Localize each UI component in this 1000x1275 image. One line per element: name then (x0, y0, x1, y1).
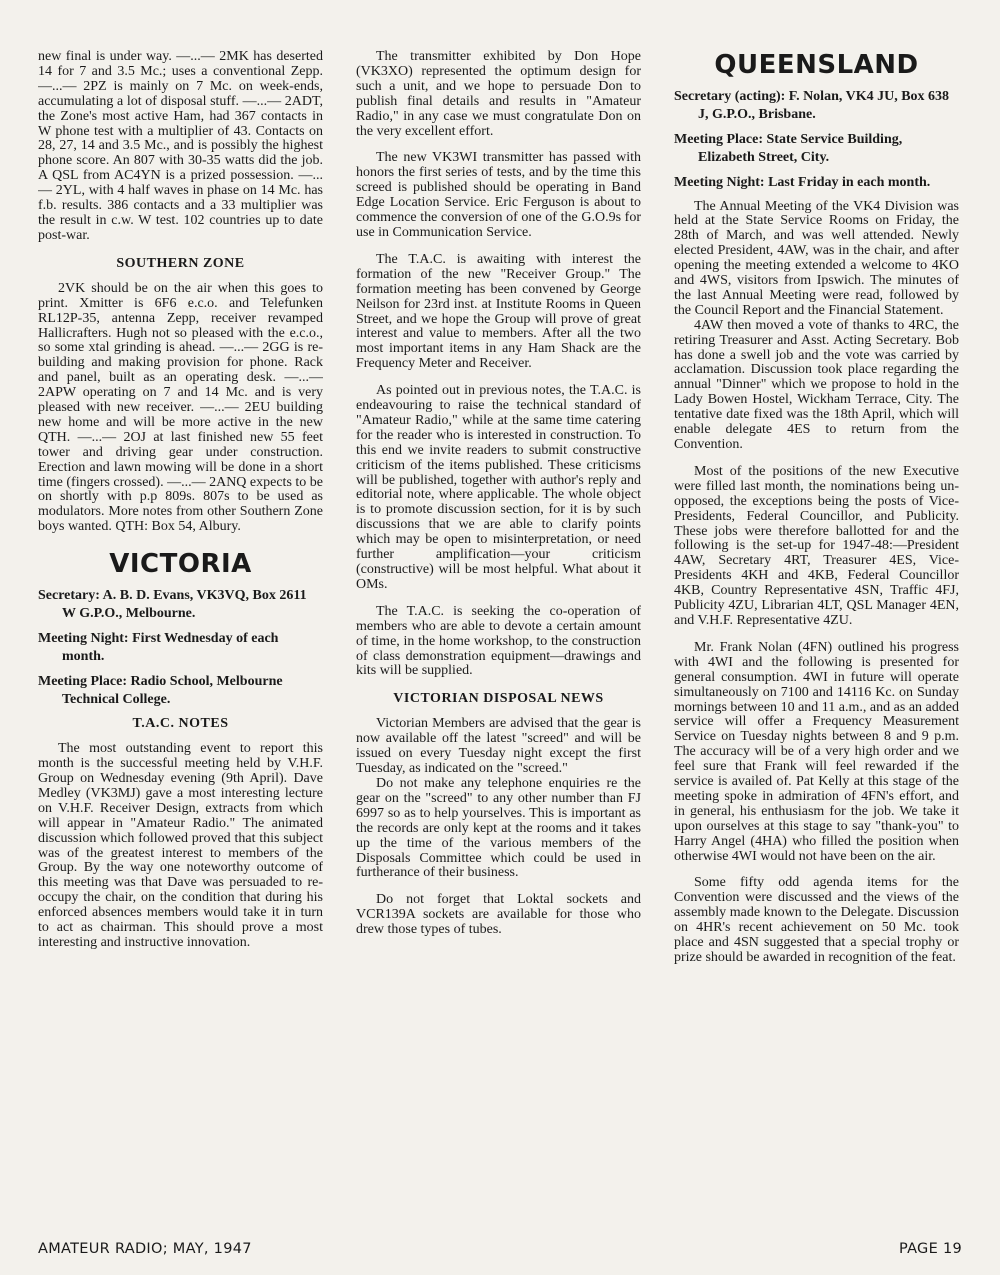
cooperation-paragraph: The T.A.C. is seeking the co-operation of members who are able to devote a certain amount of time, in the home workshop, to the construction of class demonstration equipment—drawings and kits will be supplied. (356, 603, 641, 679)
continued-paragraph: new final is under way. —...— 2MK has deserted 14 for 7 and 3.5 Mc.; uses a conventional Zepp. —...— 2PZ is mainly on 7 Mc. on week-ends, accumulating a lot of disposal stuff. —...— 2ADT, the Zone's most active Ham, had 367 contacts in W phone test with a multiplier of 43. Contacts on 28, 27, 14 and 3.5 Mc., and is possibly the highest phone score. An 807 with 30-35 watts did the job. A QSL from AC4YN is a prized possession. —...— 2YL, with 4 half waves in phase on 14 Mc. has f.b. results. 386 contacts and a 33 multiplier was the result in c.w. W test. 102 countries up to date post-war. (38, 50, 323, 243)
queensland-meeting-place: Meeting Place: State Service Building, Elizabeth Street, City. (674, 132, 903, 165)
queensland-secretary: Secretary (acting): F. Nolan, VK4 JU, Box 638 J, G.P.O., Brisbane. (674, 89, 950, 122)
disposal-news-heading: VICTORIAN DISPOSAL NEWS (393, 691, 604, 707)
queensland-title: QUEENSLAND (714, 50, 919, 80)
southern-zone-paragraph: 2VK should be on the air when this goes to print. Xmitter is 6F6 e.c.o. and Telefunken RL12P-35, antenna Zepp, receiver revamped Hallicrafters. Hugh not so pleased with the e.c.o., so some xtal grinding is ahead. —...— 2GG is re-building and making provision for phone. Rack and panel, built as an operating desk. —...— 2APW operating on 7 and 14 Mc. and is very pleased with new receiver. —...— 2EU building new home and will be more active in the new QTH. —...— 2OJ at last finished new 55 feet tower and driving gear under construction. Erection and lawn mowing will be done in a short time (fingers crossed). —...— 2ANQ expects to be on shortly with p.p 809s. 807s to be used as modulators. More notes from other Southern Zone boys wanted. QTH: Box 54, Albury. (38, 280, 323, 535)
vk3wi-paragraph: The new VK3WI transmitter has passed with honors the first series of tests, and by the time this screed is published should be operating in Band Edge Location Service. Eric Ferguson is about to commence the conversion of one of the G.O.9s for use in Communication Service. (356, 150, 641, 240)
criticism-paragraph: As pointed out in previous notes, the T.A.C. is endeavouring to raise the technical standard of "Amateur Radio," while at the same time catering for the reader who is interested in construction. To this end we invite readers to submit constructive criticism of the items published. These criticisms will be published, together with author's reply and editorial note, where applicable. The whole object is to promote discussion section, for it is by such discussions that we are able to clarify points which may be open to misinterpretation, or need further amplification—your criticism (constructive) will be most helpful. What about it OMs. (356, 383, 641, 592)
tac-notes-paragraph: The most outstanding event to report this month is the successful meeting held by V.H.F. Group on Wednesday evening (9th April). Dave Medley (VK3MJ) gave a most interesting lecture on V.H.F. Receiver Design, extracts from which will appear in "Amateur Radio." The animated discussion which followed proved that this subject was of the greatest interest to members of the Group. By the way one noteworthy outcome of this meeting was that Dave was persuaded to re-occupy the chair, on the condition that during his enforced absences members would take it in turn to act as chairman. This should prove a most interesting and instructive innovation. (38, 741, 323, 950)
column-middle (356, 50, 641, 1200)
victoria-meeting-place: Meeting Place: Radio School, Melbourne Technical College. (38, 674, 283, 707)
southern-zone-heading: SOUTHERN ZONE (116, 255, 245, 271)
disposal-paragraph-2: Do not make any telephone enquiries re the gear on the "screed" to any other number than FJ 6997 so as to help yourselves. This is important as the records are only kept at the rooms and it takes up the time of the various members of the Disposals Committee which could be used in furtherance of their business. (356, 775, 641, 881)
column-right (674, 50, 959, 1200)
page-number: PAGE 19 (898, 1241, 962, 1257)
page-footer (38, 1241, 962, 1263)
queensland-meeting-night: Meeting Night: Last Friday in each month. (674, 175, 931, 190)
disposal-paragraph-3: Do not forget that Loktal sockets and VCR139A sockets are available for those who drew those types of tubes. (356, 892, 641, 938)
transmitter-paragraph: The transmitter exhibited by Don Hope (VK3XO) represented the optimum design for such a unit, and we hope to persuade Don to publish final details and results in "Amateur Radio," in any case we must congratulate Don on the very excellent effort. (356, 50, 641, 139)
tac-notes-heading: T.A.C. NOTES (132, 716, 229, 732)
vote-of-thanks-paragraph: 4AW then moved a vote of thanks to 4RC, the retiring Treasurer and Asst. Acting Secretary. Bob has done a swell job and the vote was carried by acclamation. Discussion took place regarding the annual "Dinner" which we propose to hold in the Lady Bowen Hostel, Wickham Terrace, City. The tentative date fixed was the 18th April, which will enable delegate 4ES to return from the Convention. (674, 317, 959, 452)
publication-line: AMATEUR RADIO; MAY, 1947 (38, 1241, 252, 1257)
victoria-meeting-night: Meeting Night: First Wednesday of each month. (38, 631, 279, 664)
receiver-group-paragraph: The T.A.C. is awaiting with interest the formation of the new "Receiver Group." The formation meeting has been convened by George Neilson for 23rd inst. at Institute Rooms in Queen Street, and we hope the Group will prove of great interest and value to members. After all the two most important items in any Ham Shack are the Frequency Meter and Receiver. (356, 251, 641, 372)
column-left (38, 50, 323, 1200)
4wi-progress-paragraph: Mr. Frank Nolan (4FN) outlined his progress with 4WI and the following is presented for general consumption. 4WI in future will operate simultaneously on 7100 and 14116 Kc. on Sunday mornings between 10 and 11 a.m., and as an added service will offer a Frequency Measurement Service on Tuesday nights between 8 and 9 p.m. The accuracy will be of a very high order and we feel sure that Frank will feel rewarded if the service is availed of. Pat Kelly at this stage of the meeting spoke in admiration of 4FN's effort, and in general, his enthusiasm for the job. We take it upon ourselves at this stage to say "thank-you" to Harry Angel (4HA) who filled the position when otherwise 4WI would not have been on the air. (674, 639, 959, 864)
victoria-secretary: Secretary: A. B. D. Evans, VK3VQ, Box 2611 W G.P.O., Melbourne. (38, 588, 307, 621)
convention-paragraph: Some fifty odd agenda items for the Convention were discussed and the views of the assembly made known to the Delegate. Discussion on 4HR's recent achievement on 50 Mc. took place and 4SN suggested that a special trophy or prize should be awarded in recognition of the feat. (674, 875, 959, 965)
executive-paragraph: Most of the positions of the new Executive were filled last month, the nominations being un-opposed, the exceptions being the posts of Vice-Presidents, Federal Councillor, and Publicity. These jobs were therefore ballotted for and the following is the set-up for 1947-48:—President 4AW, Secretary 4RT, Treasurer 4ES, Vice-Presidents 4KH and 4KB, Federal Councillor 4KB, Country Representative 4SN, Traffic 4FJ, Publicity 4ZU, Librarian 4LT, QSL Manager 4EN, and V.H.F. Representative 4ZU. (674, 463, 959, 628)
annual-meeting-paragraph: The Annual Meeting of the VK4 Division was held at the State Service Rooms on Friday, the 28th of March, and was well attended. Newly elected President, 4AW, was in the chair, and after opening the meeting extended a welcome to 4KO and 4WS, visitors from Ipswich. The minutes of the last Annual Meeting were read, followed by the Council Report and the Financial Statement. (674, 198, 959, 318)
victoria-title: VICTORIA (109, 549, 252, 580)
disposal-paragraph-1: Victorian Members are advised that the gear is now available off the latest "screed" and will be issued on every Tuesday night except the first Tuesday, as indicated on the "screed." (356, 716, 641, 777)
